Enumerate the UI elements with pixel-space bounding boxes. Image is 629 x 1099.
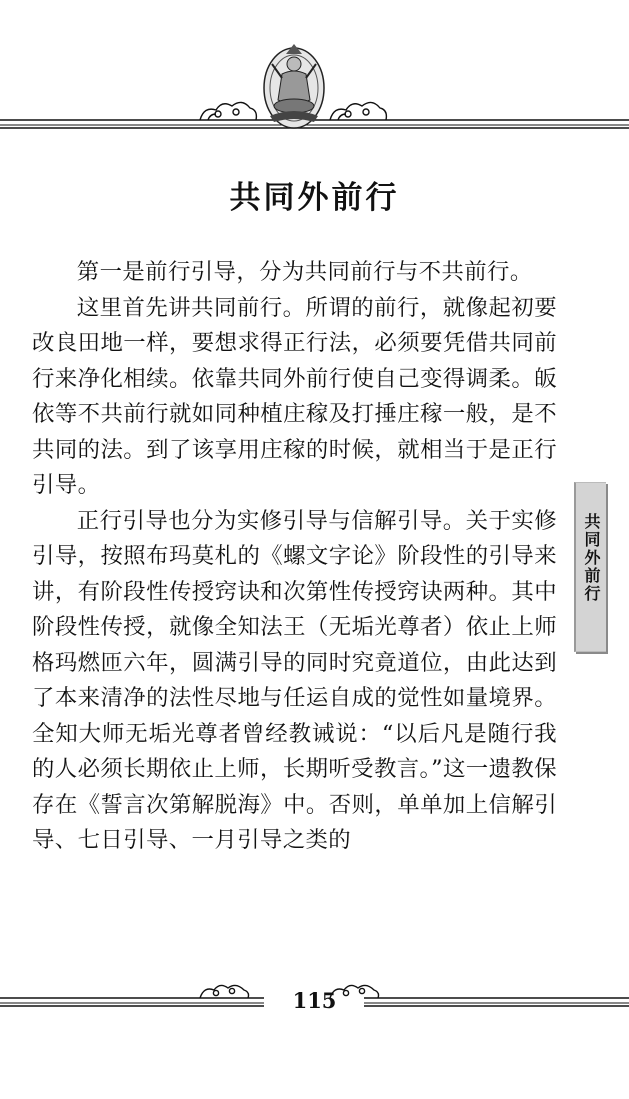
chapter-title: 共同外前行 <box>229 180 400 216</box>
side-tab <box>574 482 606 652</box>
cloud-scroll-right-icon <box>330 102 386 120</box>
page-number: 115 <box>292 988 337 1013</box>
paragraph: 第一是前行引导，分为共同前行与不共前行。 <box>76 259 533 285</box>
header-ornament <box>0 40 629 140</box>
paragraph: 这里首先讲共同前行。所谓的前行，就像起初要改良田地一样，要想求得正行法，必须要凭借共同前行来净化相续。依靠共同外前行使自己变得调柔。皈依等不共前行就如同种植庄稼及打捶庄稼一般，是不共同的法。到了该享用庄稼的时候，就相当于是正行引导。 <box>32 294 557 498</box>
side-tab-label: 共同外前行 <box>582 513 601 603</box>
deity-figure-icon <box>264 44 324 128</box>
body-text <box>32 255 557 859</box>
cloud-scroll-left-icon <box>200 102 256 120</box>
paragraph: 正行引导也分为实修引导与信解引导。关于实修引导，按照布玛莫札的《螺文字论》阶段性的引导来讲，有阶段性传授窍诀和次第性传授窍诀两种。其中阶段性传授，就像全知法王（无垢光尊者）依止上师格玛燃匝六年，圆满引导的同时究竟道位，由此达到了本来清净的法性尽地与任运自成的觉性如量境界。全知大师无垢光尊者曾经教诫说：“以后凡是随行我的人必须长期依止上师，长期听受教言。”这一遗教保存在《誓言次第解脱海》中。否则，单单加上信解引导、七日引导、一月引导之类的 <box>32 507 557 853</box>
